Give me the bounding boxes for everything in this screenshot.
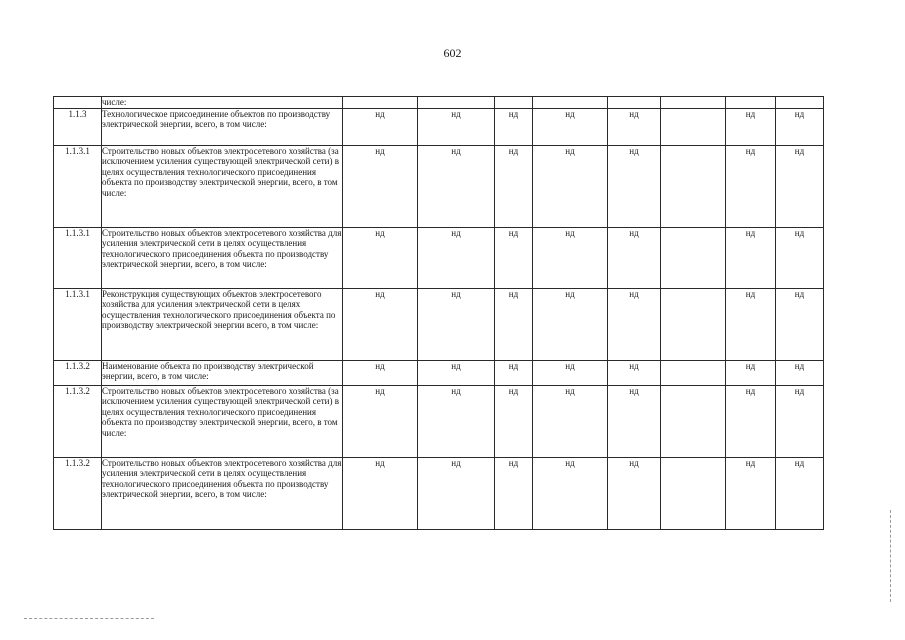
table-cell: нд bbox=[776, 146, 824, 228]
table-cell: нд bbox=[533, 361, 608, 386]
table-cell: нд bbox=[343, 109, 418, 146]
table-cell: нд bbox=[495, 146, 533, 228]
table-cell: нд bbox=[776, 458, 824, 530]
row-number bbox=[54, 97, 102, 109]
table-cell: нд bbox=[533, 146, 608, 228]
table-cell: нд bbox=[776, 109, 824, 146]
row-description: Строительство новых объектов электросетевого хозяйства для усиления электрической сети в целях осуществления технологического присоединения объекта по производству электрической энергии, всего, в том числе: bbox=[102, 228, 343, 289]
table-row bbox=[54, 146, 824, 228]
table-cell: нд bbox=[418, 289, 495, 361]
table-cell: нд bbox=[495, 228, 533, 289]
row-number: 1.1.3.1 bbox=[54, 289, 102, 361]
table-cell bbox=[661, 386, 726, 458]
table-cell: нд bbox=[418, 146, 495, 228]
table-cell: нд bbox=[726, 146, 776, 228]
table-row bbox=[54, 97, 824, 109]
row-number: 1.1.3.1 bbox=[54, 228, 102, 289]
page-number: 602 bbox=[443, 46, 462, 60]
table-cell: нд bbox=[608, 458, 661, 530]
table-cell: нд bbox=[726, 361, 776, 386]
table-cell: нд bbox=[495, 109, 533, 146]
table-cell: нд bbox=[533, 458, 608, 530]
table-row bbox=[54, 386, 824, 458]
table-cell bbox=[661, 458, 726, 530]
table-cell: нд bbox=[495, 289, 533, 361]
row-description: Реконструкция существующих объектов электросетевого хозяйства для усиления электрической сети в целях осуществления технологического присоединения объекта по производству электрической энергии всего, в том числе: bbox=[102, 289, 343, 361]
table-row bbox=[54, 289, 824, 361]
table-cell bbox=[661, 228, 726, 289]
table-cell: нд bbox=[608, 146, 661, 228]
table-cell: нд bbox=[726, 458, 776, 530]
row-number: 1.1.3 bbox=[54, 109, 102, 146]
table-cell: нд bbox=[343, 289, 418, 361]
table-cell: нд bbox=[343, 458, 418, 530]
table-cell: нд bbox=[533, 228, 608, 289]
row-description: Строительство новых объектов электросетевого хозяйства (за исключением усиления существующей электрической сети) в целях осуществления технологического присоединения объекта по производству электрической энергии, всего, в том числе: bbox=[102, 146, 343, 228]
table-cell: нд bbox=[726, 228, 776, 289]
table-cell: нд bbox=[418, 109, 495, 146]
table-cell: нд bbox=[418, 361, 495, 386]
table-row bbox=[54, 228, 824, 289]
table-cell: нд bbox=[533, 109, 608, 146]
table-cell: нд bbox=[608, 289, 661, 361]
row-description: Строительство новых объектов электросетевого хозяйства для усиления электрической сети в целях осуществления технологического присоединения объекта по производству электрической энергии, всего, в том числе: bbox=[102, 458, 343, 530]
table-cell: нд bbox=[608, 361, 661, 386]
row-number: 1.1.3.2 bbox=[54, 458, 102, 530]
table-cell: нд bbox=[726, 386, 776, 458]
table-cell bbox=[661, 289, 726, 361]
table-cell: нд bbox=[533, 386, 608, 458]
table-cell: нд bbox=[343, 146, 418, 228]
table-cell bbox=[661, 361, 726, 386]
table-row bbox=[54, 361, 824, 386]
table-cell bbox=[661, 109, 726, 146]
table-cell: нд bbox=[418, 386, 495, 458]
row-number: 1.1.3.1 bbox=[54, 146, 102, 228]
table-cell: нд bbox=[533, 289, 608, 361]
row-description: числе: bbox=[102, 97, 343, 109]
table-cell: нд bbox=[343, 386, 418, 458]
row-number: 1.1.3.2 bbox=[54, 386, 102, 458]
row-number: 1.1.3.2 bbox=[54, 361, 102, 386]
table-cell: нд bbox=[608, 386, 661, 458]
table-cell: нд bbox=[495, 361, 533, 386]
table-cell: нд bbox=[495, 386, 533, 458]
table-cell: нд bbox=[776, 386, 824, 458]
table-cell bbox=[661, 146, 726, 228]
table-row bbox=[54, 458, 824, 530]
table-cell: нд bbox=[608, 228, 661, 289]
row-description: Технологическое присоединение объектов по производству электрической энергии, всего, в том числе: bbox=[102, 109, 343, 146]
table-cell: нд bbox=[726, 109, 776, 146]
table-cell: нд bbox=[608, 109, 661, 146]
table-cell: нд bbox=[776, 361, 824, 386]
table-cell: нд bbox=[343, 361, 418, 386]
row-description: Наименование объекта по производству электрической энергии, всего, в том числе: bbox=[102, 361, 343, 386]
table-cell: нд bbox=[418, 228, 495, 289]
table-row bbox=[54, 109, 824, 146]
table-cell: нд bbox=[776, 228, 824, 289]
table-cell: нд bbox=[776, 289, 824, 361]
table-cell: нд bbox=[418, 458, 495, 530]
scan-edge-mark bbox=[24, 618, 154, 620]
table-cell: нд bbox=[343, 228, 418, 289]
data-table bbox=[53, 96, 824, 530]
table-cell: нд bbox=[495, 458, 533, 530]
table-cell: нд bbox=[726, 289, 776, 361]
scan-edge-mark bbox=[890, 510, 892, 602]
row-description: Строительство новых объектов электросетевого хозяйства (за исключением усиления существующей электрической сети) в целях осуществления технологического присоединения объекта по производству электрической энергии, всего, в том числе: bbox=[102, 386, 343, 458]
